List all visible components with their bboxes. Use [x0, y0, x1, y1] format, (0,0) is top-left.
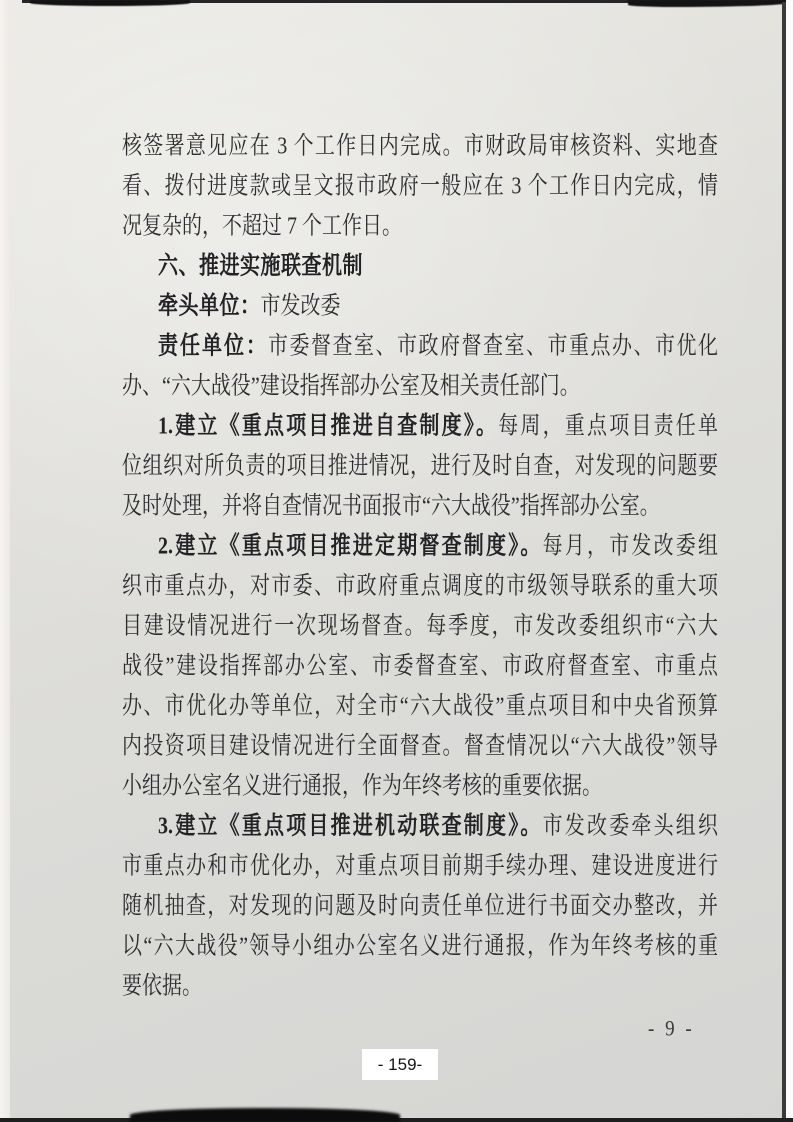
document-body — [122, 126, 718, 1006]
scan-edge-bottom-shadow — [130, 1108, 400, 1122]
text-segment: 市发改委 — [260, 292, 341, 320]
bold-segment: 3.建立《重点项目推进机动联查制度》。 — [158, 812, 543, 840]
page-label: - 159- — [377, 1054, 423, 1074]
bold-segment: 2.建立《重点项目推进定期督查制度》。 — [158, 532, 543, 560]
text-line — [122, 962, 718, 1011]
text-segment: 以“六大战役”领导小组办公室名义进行通报，作为年终考核的重 — [122, 932, 718, 960]
text-segment: 市重点办和市优化办，对重点项目前期手续办理、建设进度进行 — [122, 852, 718, 880]
text-segment: 战役”建设指挥部办公室、市委督查室、市政府督查室、市重点 — [122, 652, 718, 680]
text-segment: 要依据。 — [122, 972, 202, 1000]
scan-margin-right — [786, 0, 793, 1122]
text-segment: 及时处理，并将自查情况书面报市“六大战役”指挥部办公室。 — [122, 492, 660, 520]
page-number: - 9 - — [648, 1017, 695, 1042]
text-segment: 每周，重点项目责任单 — [498, 412, 719, 440]
text-segment: 位组织对所负责的项目推进情况，进行及时自查，对发现的问题要 — [122, 452, 718, 480]
page-label-box — [362, 1049, 438, 1080]
heading-segment: 牵头单位： — [158, 292, 261, 320]
text-segment: 市发改委牵头组织 — [542, 812, 719, 840]
heading-segment: 六、推进实施联查机制 — [158, 252, 363, 280]
scan-edge-left — [0, 0, 10, 1122]
text-segment: 市委督查室、市政府督查室、市重点办、市优化 — [268, 332, 718, 360]
heading-segment: 责任单位： — [158, 332, 268, 360]
text-segment: 办、市优化办等单位，对全市“六大战役”重点项目和中央省预算 — [122, 692, 718, 720]
text-segment: 办、“六大战役”建设指挥部办公室及相关责任部门。 — [122, 372, 580, 400]
scan-edge-top-shadow-left — [30, 0, 190, 6]
text-segment: 内投资项目建设情况进行全面督查。督查情况以“六大战役”领导 — [122, 732, 718, 760]
text-segment: 目建设情况进行一次现场督查。每季度，市发改委组织市“六大 — [122, 612, 718, 640]
text-segment: 核签署意见应在 3 个工作日内完成。市财政局审核资料、实地查 — [122, 132, 718, 160]
text-segment: 小组办公室名义进行通报，作为年终考核的重要依据。 — [122, 772, 602, 800]
text-segment: 织市重点办，对市委、市政府重点调度的市级领导联系的重大项 — [122, 572, 718, 600]
scan-edge-top-shadow-right — [628, 0, 793, 7]
text-segment: 随机抽查，对发现的问题及时向责任单位进行书面交办整改，并 — [122, 892, 718, 920]
text-segment: 看、拨付进度款或呈文报市政府一般应在 3 个工作日内完成，情 — [122, 172, 718, 200]
bold-segment: 1.建立《重点项目推进自查制度》。 — [158, 412, 499, 440]
text-segment: 况复杂的，不超过 7 个工作日。 — [122, 212, 402, 240]
text-segment: 每月，市发改委组 — [542, 532, 719, 560]
